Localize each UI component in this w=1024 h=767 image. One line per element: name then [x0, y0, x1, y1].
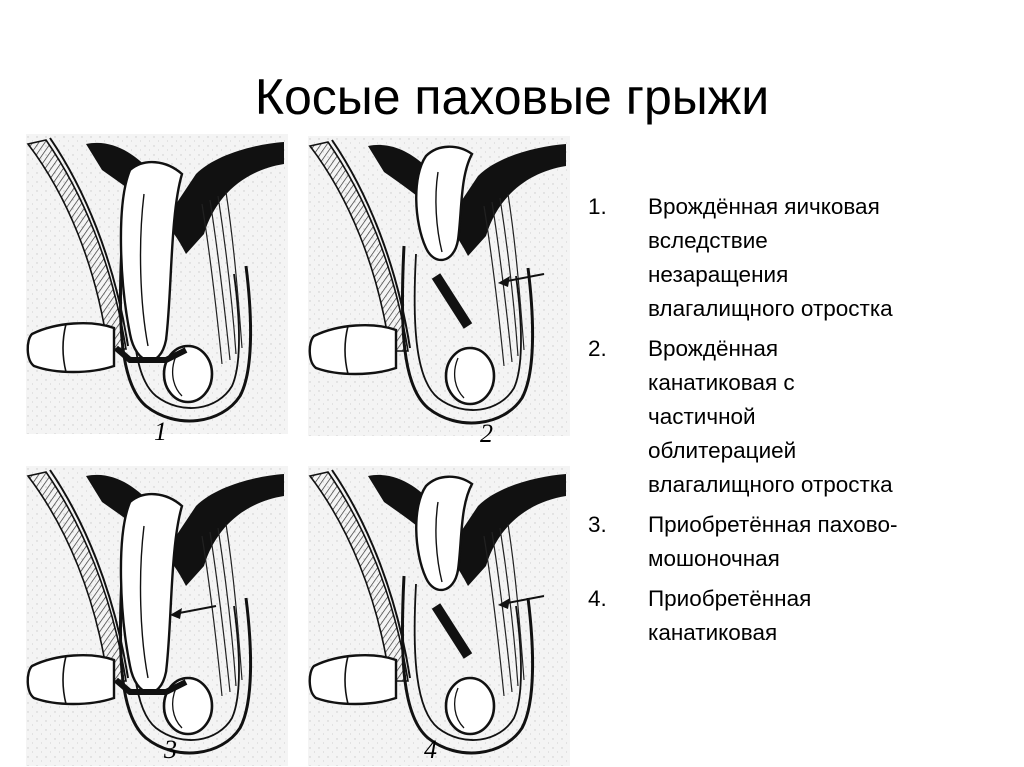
diagram-panel-4 [308, 466, 570, 766]
list-item-number: 1. [588, 194, 607, 219]
list-item [588, 332, 1018, 502]
list-item-text: Врождённая канатиковая с частичной облитерацией влагалищного отростка [648, 336, 893, 497]
panel-number-2: 2 [480, 419, 493, 448]
panel-number-1: 1 [154, 417, 167, 446]
hernia-illustration [26, 128, 576, 767]
list-item-number: 2. [588, 336, 607, 361]
list-item-text: Приобретённая канатиковая [648, 586, 812, 645]
list-item [588, 508, 1018, 576]
list-item [588, 190, 1018, 326]
diagram-panel-1 [26, 134, 288, 434]
diagram-panel-2 [308, 136, 570, 436]
list-item-text: Врождённая яичковая вследствие незаращения влагалищного отростка [648, 194, 893, 321]
list-item-text: Приобретённая пахово- мошоночная [648, 512, 898, 571]
panel-number-3: 3 [164, 735, 177, 764]
list-item-number: 3. [588, 512, 607, 537]
slide-title: Косые паховые грыжи [254, 69, 770, 125]
diagram-panel-3 [26, 466, 288, 766]
list-item [588, 582, 1018, 650]
list-item-number: 4. [588, 586, 607, 611]
hernia-type-list [588, 190, 1018, 656]
panel-number-4: 4 [424, 735, 437, 764]
